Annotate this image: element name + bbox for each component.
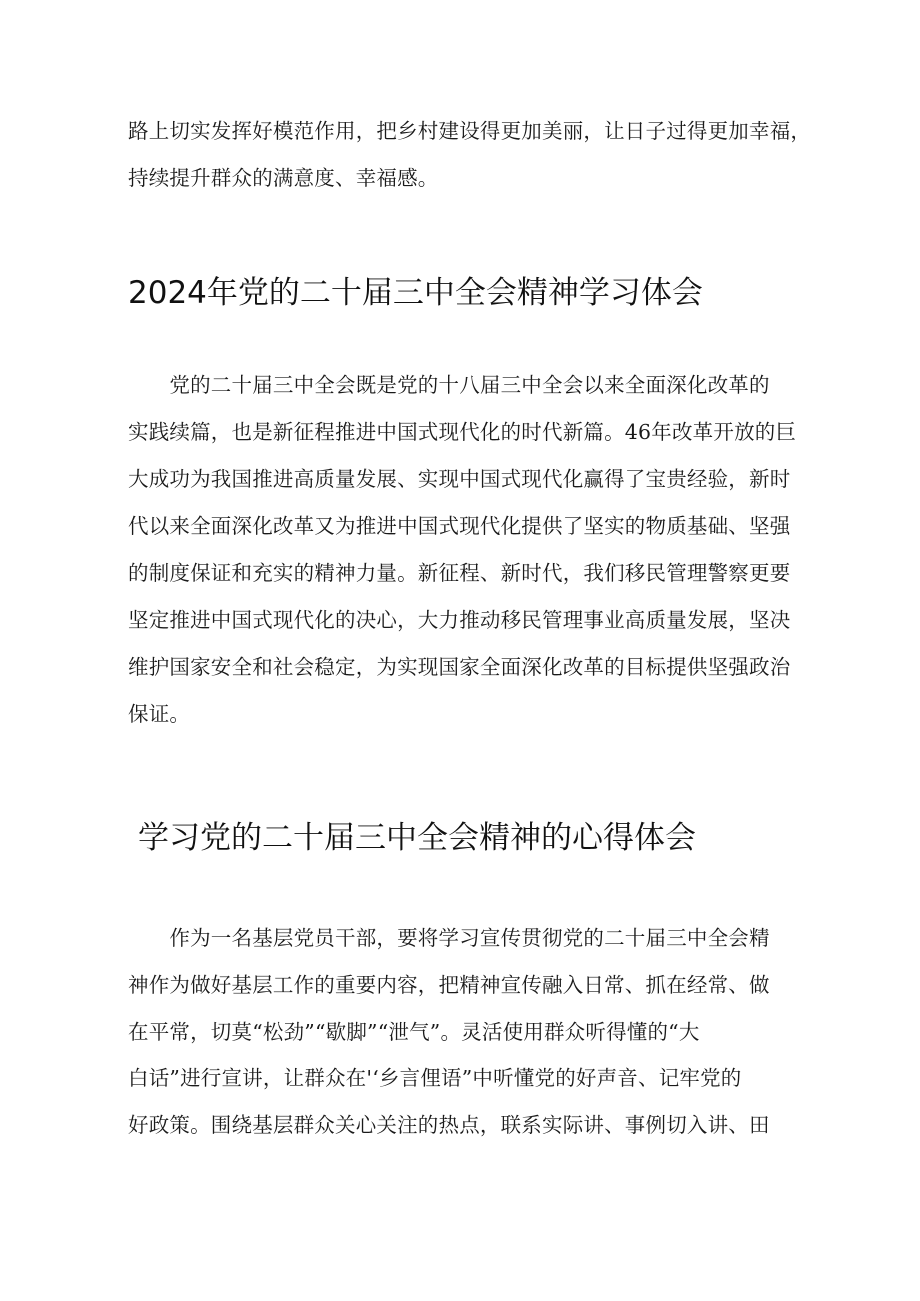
- section-heading-learning-insights: 学习党的二十届三中全会精神的心得体会: [138, 820, 696, 856]
- text-line: 白话”进行宣讲，让群众在'‘乡言俚语”中听懂党的好声音、记牢党的: [128, 1066, 742, 1090]
- section-heading-study-experience: 2024年党的二十届三中全会精神学习体会: [128, 275, 703, 311]
- text-line: 党的二十届三中全会既是党的十八届三中全会以来全面深化改革的: [128, 373, 770, 397]
- text-line: 实践续篇，也是新征程推进中国式现代化的时代新篇。46年改革开放的巨: [128, 420, 797, 444]
- text-line: 作为一名基层党员干部，要将学习宣传贯彻党的二十届三中全会精: [128, 926, 770, 950]
- text-line: 的制度保证和充实的精神力量。新征程、新时代，我们移民管理警察更要: [128, 561, 791, 585]
- text-line: 在平常，切莫“松劲”“歇脚”“泄气”。灵活使用群众听得懂的“大: [128, 1020, 700, 1044]
- text-line: 维护国家安全和社会稳定，为实现国家全面深化改革的目标提供坚强政治: [128, 655, 791, 679]
- text-line: 代以来全面深化改革又为推进中国式现代化提供了坚实的物质基础、坚强: [128, 514, 791, 538]
- text-line: 路上切实发挥好模范作用，把乡村建设得更加美丽，让日子过得更加幸福，: [128, 119, 812, 143]
- text-line: 神作为做好基层工作的重要内容，把精神宣传融入日常、抓在经常、做: [128, 973, 770, 997]
- text-line: 保证。: [128, 702, 191, 726]
- text-line: 好政策。围绕基层群众关心关注的热点，联系实际讲、事例切入讲、田: [128, 1113, 770, 1137]
- text-line: 坚定推进中国式现代化的决心，大力推动移民管理事业高质量发展，坚决: [128, 608, 791, 632]
- text-line: 持续提升群众的满意度、幸福感。: [128, 166, 439, 190]
- text-line: 大成功为我国推进高质量发展、实现中国式现代化赢得了宝贵经验，新时: [128, 467, 791, 491]
